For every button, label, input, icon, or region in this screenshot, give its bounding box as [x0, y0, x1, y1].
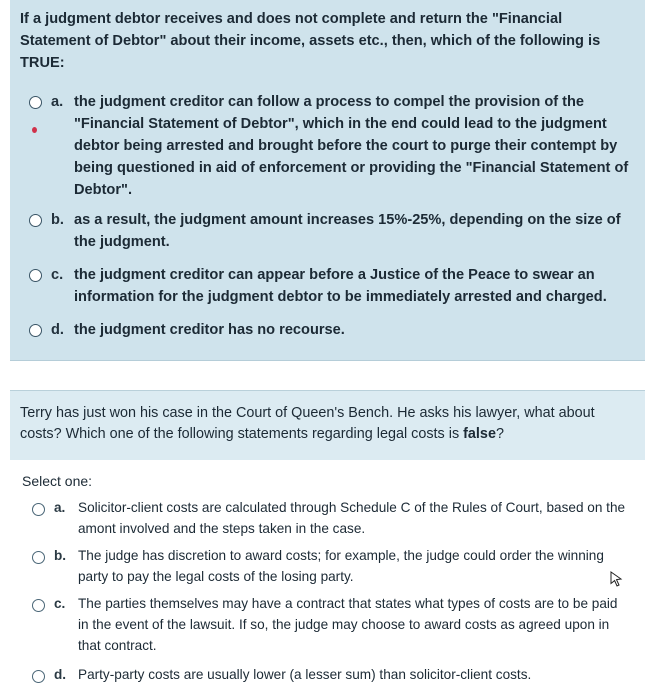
q2-option-d-text: Party-party costs are usually lower (a lesser sum) than solicitor-client costs.: [78, 667, 532, 682]
q2-option-b-text: The judge has discretion to award costs; for example, the judge could order the winning party to pay the legal costs of the losing party.: [78, 548, 604, 584]
q2-option-a[interactable]: [10, 496, 645, 542]
q2-radio-c[interactable]: [32, 599, 45, 612]
q1-radio-c[interactable]: [29, 269, 42, 282]
q1-option-d-text: the judgment creditor has no recourse.: [74, 322, 345, 338]
q2-option-d-letter: d.: [54, 667, 67, 682]
question-2-panel: [10, 390, 645, 460]
question-2-text: [20, 403, 620, 445]
question-1-text: If a judgment debtor receives and does not complete and return the "Financial Statement of Debtor" about their income, assets etc., then, which of the following is TRUE:: [20, 11, 601, 71]
q1-option-a-text: the judgment creditor can follow a process to compel the provision of the "Financial Statement of Debtor", which in the end could lead to the judgment debtor being arrested and brought before the court to purge their contempt by being questioned in aid of enforcement or providing the "Financial Statement of Debtor".: [74, 94, 629, 198]
mouse-pointer-icon: [609, 571, 623, 587]
question-2-answers: [10, 460, 645, 700]
q1-option-c[interactable]: [10, 261, 645, 309]
q1-radio-b[interactable]: [29, 214, 42, 227]
q1-option-b-letter: b.: [51, 212, 64, 228]
q2-option-c[interactable]: [10, 592, 645, 660]
q2-radio-b[interactable]: [32, 551, 45, 564]
q2-option-c-letter: c.: [54, 596, 66, 611]
q2-option-d[interactable]: [10, 663, 645, 689]
q1-option-a-letter: a.: [51, 94, 64, 110]
q1-option-d-letter: d.: [51, 322, 64, 338]
q1-option-c-text: the judgment creditor can appear before a Justice of the Peace to swear an information for the judgment debtor to be immediately arrested and charged.: [74, 267, 607, 305]
select-one-label: Select one:: [22, 473, 93, 489]
q1-option-c-letter: c.: [51, 267, 64, 283]
question-2-text-main: Terry has just won his case in the Court of Queen's Bench. He asks his lawyer, what about costs? Which one of the following statements regarding legal costs is: [20, 405, 595, 442]
q1-radio-a[interactable]: [29, 96, 42, 109]
q1-radio-d[interactable]: [29, 324, 42, 337]
q2-option-a-text: Solicitor-client costs are calculated through Schedule C of the Rules of Court, based on the amont involved and the steps taken in the case.: [78, 500, 626, 536]
q1-option-d[interactable]: [10, 316, 645, 344]
q1-option-b-text: as a result, the judgment amount increases 15%-25%, depending on the size of the judgment.: [74, 212, 621, 250]
q1-option-a[interactable]: [10, 88, 645, 206]
q2-option-c-text: The parties themselves may have a contract that states what types of costs are to be paid in the event of the lawsuit. If so, the judge may choose to award costs as agreed upon in that contract.: [78, 596, 618, 653]
q2-radio-d[interactable]: [32, 670, 45, 683]
q2-option-b[interactable]: [10, 544, 645, 590]
marker-dot-icon: [32, 127, 37, 133]
q1-option-b[interactable]: [10, 206, 645, 254]
question-1-panel: [10, 0, 645, 361]
question-2-text-end: ?: [495, 426, 504, 442]
q2-option-a-letter: a.: [54, 500, 66, 515]
q2-radio-a[interactable]: [32, 503, 45, 516]
question-2-emphasis: false: [463, 426, 496, 442]
q2-option-b-letter: b.: [54, 548, 67, 563]
